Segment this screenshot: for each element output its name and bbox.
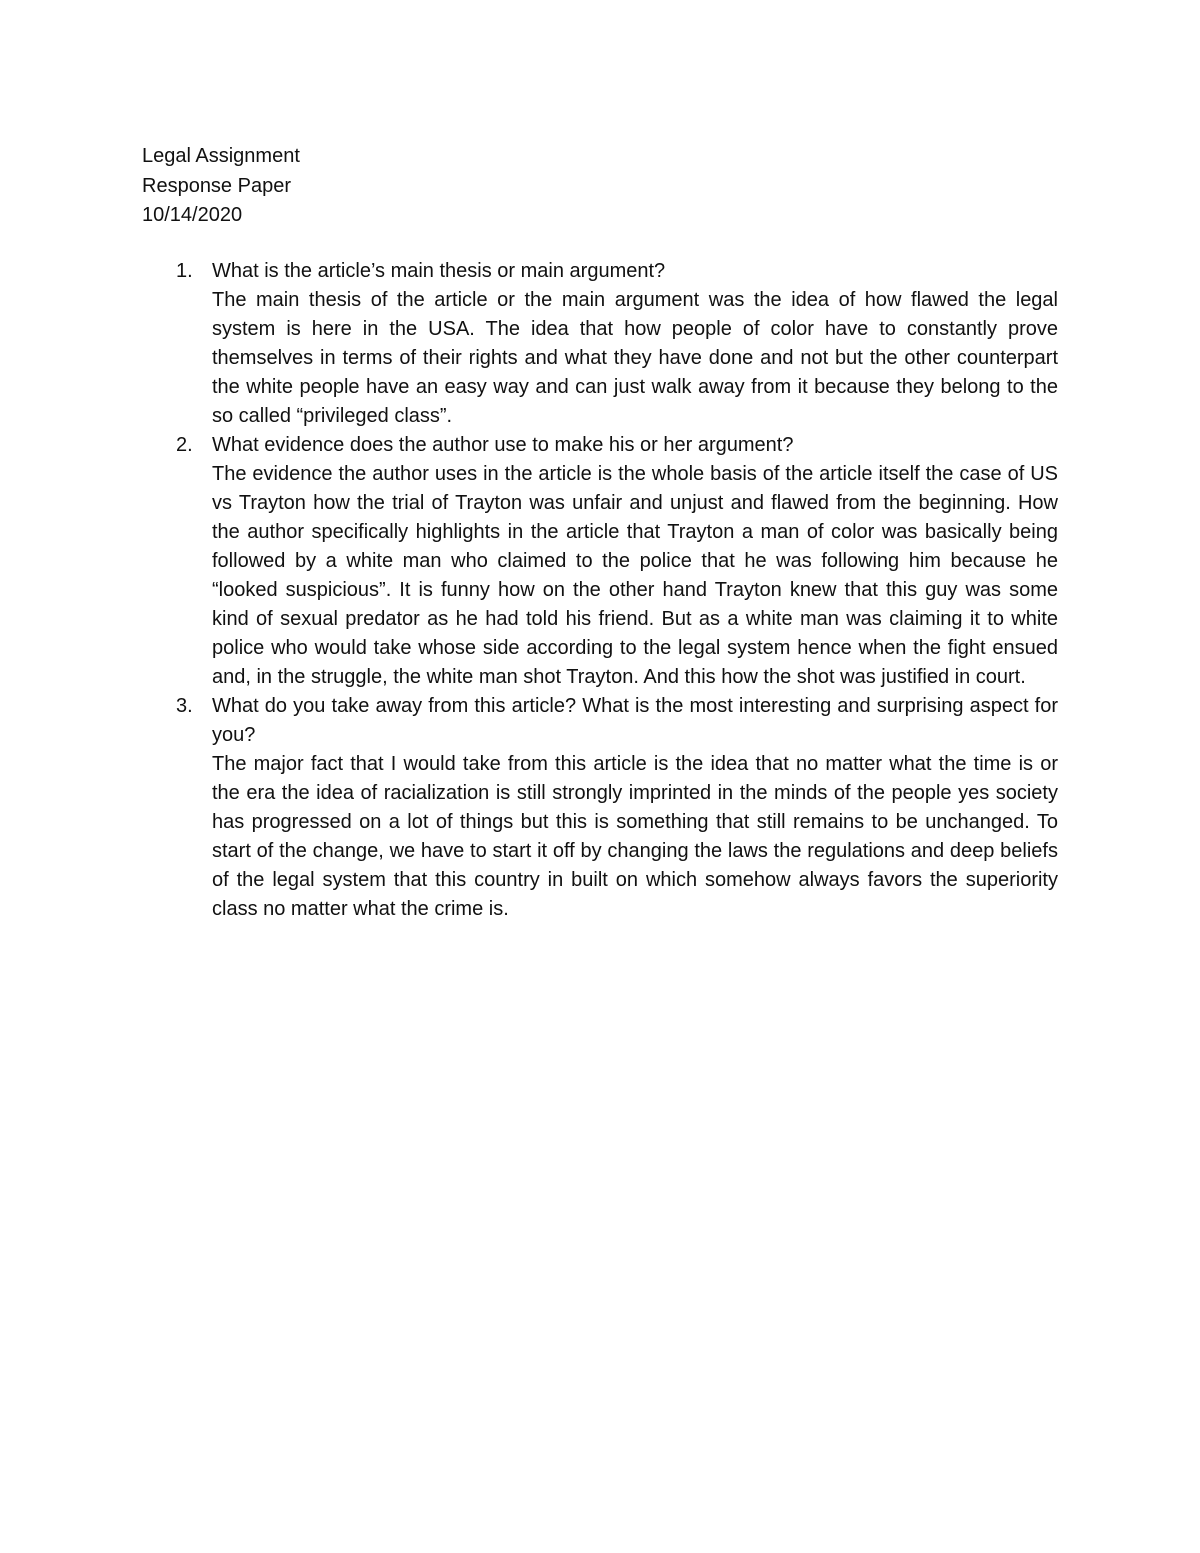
question-text: What do you take away from this article? What is the most interesting and surprising aspect for you? — [212, 695, 1058, 746]
assignment-title: Legal Assignment — [142, 145, 300, 167]
answer-text: The main thesis of the article or the main argument was the idea of how flawed the legal system is here in the USA. The idea that how people of color have to constantly prove themselves in terms of their rights and what they have done and not but the other counterpart the white people have an easy way and can just walk away from it because they belong to the so called “privileged class”. — [212, 289, 1058, 427]
answer-text: The major fact that I would take from this article is the idea that no matter what the time is or the era the idea of racialization is still strongly imprinted in the minds of the people yes society has progressed on a lot of things but this is something that still remains to be unchanged. To start of the change, we have to start it off by changing the laws the regulations and deep beliefs of the legal system that this country in built on which somehow always favors the superiority class no matter what the crime is. — [212, 753, 1058, 920]
question-item-3 — [176, 692, 1058, 924]
document-header — [142, 142, 300, 231]
paper-type: Response Paper — [142, 174, 291, 197]
question-text: What evidence does the author use to make his or her argument? — [212, 434, 794, 456]
question-item-1 — [176, 257, 1058, 431]
question-number: 1. — [176, 260, 193, 282]
answer-text: The evidence the author uses in the article is the whole basis of the article itself the case of US vs Trayton how the trial of Trayton was unfair and unjust and flawed from the beginning. How the author specifically highlights in the article that Trayton a man of color was basically being followed by a white man who claimed to the police that he was following him because he “looked suspicious”. It is funny how on the other hand Trayton knew that this guy was some kind of sexual predator as he had told his friend. But as a white man was claiming it to white police who would take whose side according to the legal system hence when the fight ensued and, in the struggle, the white man shot Trayton. And this how the shot was justified in court. — [212, 463, 1058, 688]
document-date: 10/14/2020 — [142, 204, 243, 226]
question-list — [176, 257, 1058, 924]
question-item-2 — [176, 431, 1058, 692]
question-text: What is the article’s main thesis or main argument? — [212, 260, 666, 282]
question-number: 3. — [176, 695, 193, 717]
question-number: 2. — [176, 434, 193, 456]
